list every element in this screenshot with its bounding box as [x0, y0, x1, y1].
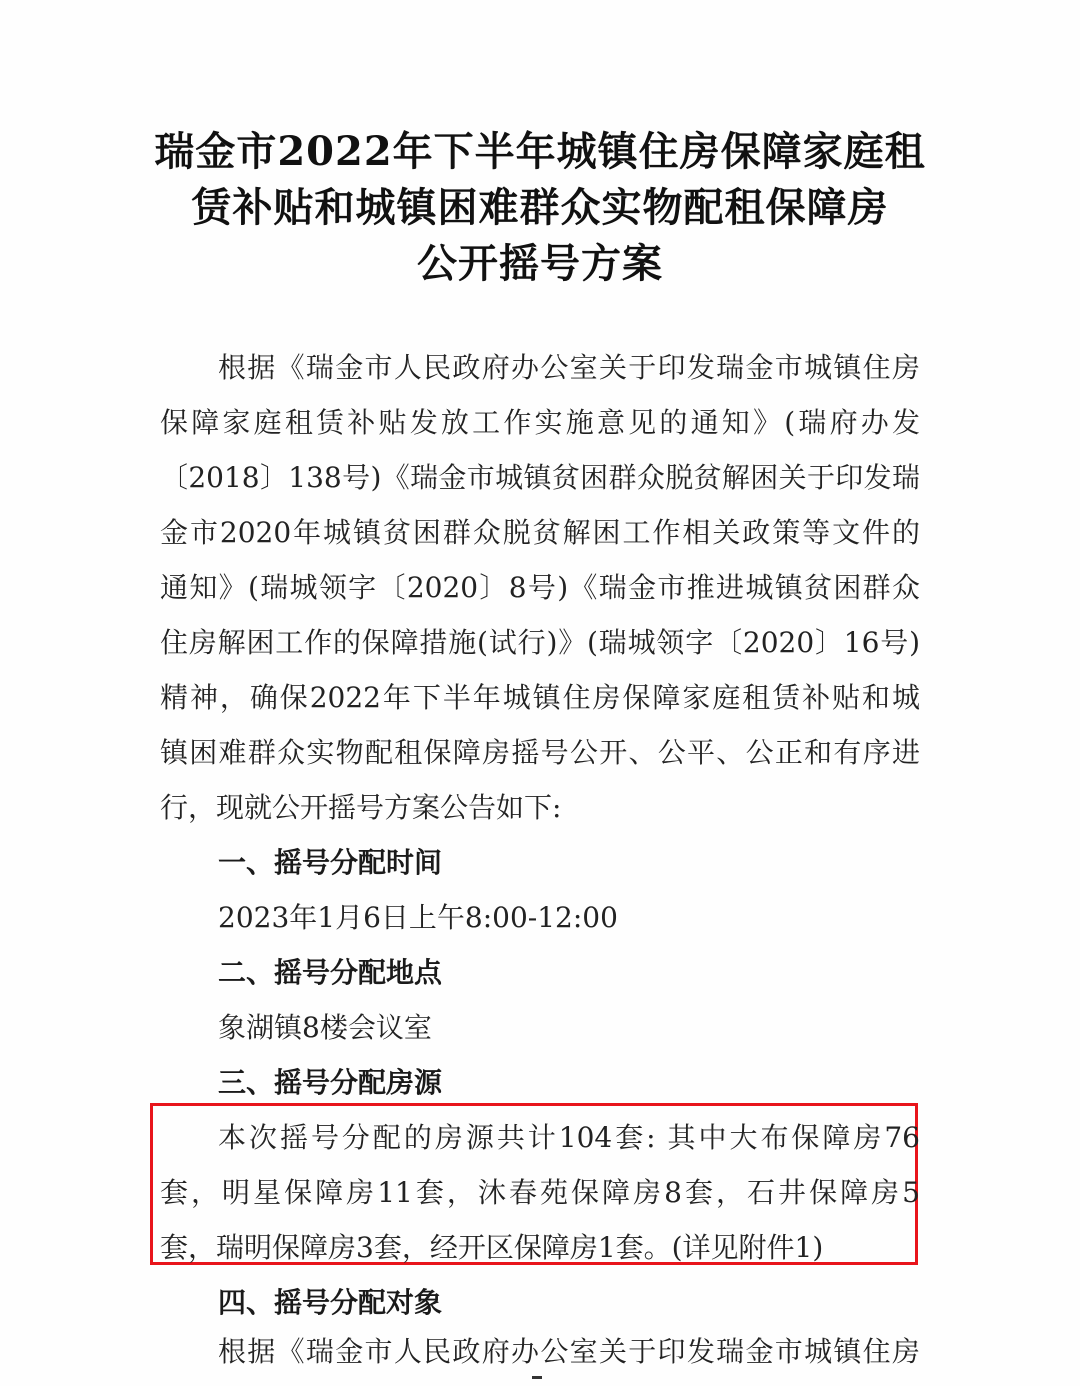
section-3-line-3: 套，瑞明保障房3套，经开区保障房1套。(详见附件1)	[160, 1231, 824, 1264]
intro-line-4: 金市2020年城镇贫困群众脱贫解困工作相关政策等文件的	[160, 516, 920, 549]
section-1-heading: 一、摇号分配时间	[218, 846, 443, 879]
section-2-text: 象湖镇8楼会议室	[218, 1011, 432, 1044]
intro-line-9: 行，现就公开摇号方案公告如下:	[160, 791, 562, 824]
section-1-text: 2023年1月6日上午8:00-12:00	[218, 901, 618, 934]
intro-line-8: 镇困难群众实物配租保障房摇号公开、公平、公正和有序进	[160, 736, 920, 769]
section-4-line-1: 根据《瑞金市人民政府办公室关于印发瑞金市城镇住房	[218, 1335, 920, 1368]
intro-line-5: 通知》(瑞城领字〔2020〕8号)《瑞金市推进城镇贫困群众	[160, 571, 920, 604]
section-3-heading: 三、摇号分配房源	[218, 1066, 443, 1099]
intro-line-2: 保障家庭租赁补贴发放工作实施意见的通知》(瑞府办发	[160, 406, 920, 439]
intro-line-6: 住房解困工作的保障措施(试行)》(瑞城领字〔2020〕16号)	[160, 626, 920, 659]
section-2-heading: 二、摇号分配地点	[218, 956, 443, 989]
page-number-mark	[532, 1376, 542, 1379]
intro-line-3: 〔2018〕138号)《瑞金市城镇贫困群众脱贫解困关于印发瑞	[160, 461, 920, 494]
section-3-line-1: 本次摇号分配的房源共计104套: 其中大布保障房76	[218, 1121, 920, 1154]
document-title-line-2: 赁补贴和城镇困难群众实物配租保障房	[191, 184, 889, 231]
document-title-line-3: 公开摇号方案	[417, 240, 663, 287]
document-title-line-1: 瑞金市2022年下半年城镇住房保障家庭租	[154, 128, 926, 175]
intro-line-1: 根据《瑞金市人民政府办公室关于印发瑞金市城镇住房	[218, 351, 920, 384]
section-4-heading: 四、摇号分配对象	[218, 1286, 443, 1319]
section-3-line-2: 套，明星保障房11套，沐春苑保障房8套，石井保障房5	[160, 1176, 920, 1209]
intro-line-7: 精神，确保2022年下半年城镇住房保障家庭租赁补贴和城	[160, 681, 920, 714]
